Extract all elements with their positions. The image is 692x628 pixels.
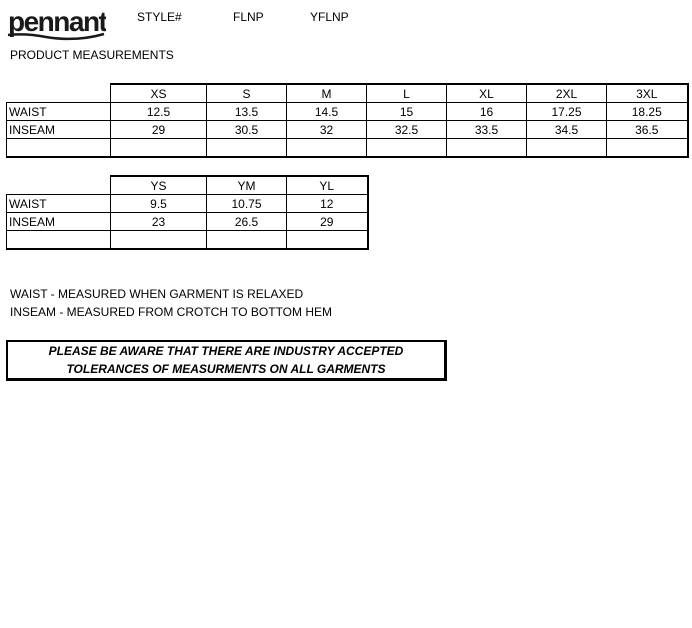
empty-cell <box>111 231 207 250</box>
row-label: INSEAM <box>7 213 111 231</box>
table-cell: 29 <box>287 213 368 231</box>
adult-measurement-table <box>6 83 689 158</box>
table-cell: 26.5 <box>207 213 287 231</box>
table-cell: 29 <box>111 121 207 139</box>
table-cell: 13.5 <box>207 103 287 121</box>
row-label: INSEAM <box>7 121 111 139</box>
style-number-1: FLNP <box>233 10 264 24</box>
table-cell: 32.5 <box>367 121 447 139</box>
empty-cell <box>207 231 287 250</box>
table-cell: 34.5 <box>527 121 607 139</box>
style-number-2: YFLNP <box>310 10 349 24</box>
table-cell: 16 <box>447 103 527 121</box>
inseam-note: INSEAM - MEASURED FROM CROTCH TO BOTTOM HEM <box>10 305 333 319</box>
warning-line-1: PLEASE BE AWARE THAT THERE ARE INDUSTRY ACCEPTED <box>48 344 404 358</box>
section-title: PRODUCT MEASUREMENTS <box>10 48 174 62</box>
empty-cell <box>287 139 367 158</box>
row-label: WAIST <box>7 195 111 213</box>
table-cell: 23 <box>111 213 207 231</box>
row-label: WAIST <box>7 103 111 121</box>
style-label: STYLE# <box>137 10 182 24</box>
youth-size-header-row <box>7 176 368 195</box>
adult-size-header-row <box>7 84 688 103</box>
empty-cell <box>447 139 527 158</box>
table-cell: 18.25 <box>607 103 688 121</box>
table-cell: 14.5 <box>287 103 367 121</box>
empty-cell <box>111 139 207 158</box>
size-header: 2XL <box>527 84 607 103</box>
table-cell: 12 <box>287 195 368 213</box>
table-row <box>7 213 368 231</box>
table-cell: 9.5 <box>111 195 207 213</box>
empty-cell <box>527 139 607 158</box>
corner-cell <box>7 84 111 103</box>
youth-measurement-table <box>6 175 369 250</box>
table-row <box>7 195 368 213</box>
table-cell: 17.25 <box>527 103 607 121</box>
tolerance-warning-box <box>6 340 447 381</box>
warning-line-2: TOLERANCES OF MEASURMENTS ON ALL GARMENTS <box>66 362 386 376</box>
pennant-logo <box>6 4 106 42</box>
waist-note: WAIST - MEASURED WHEN GARMENT IS RELAXED <box>10 287 304 301</box>
size-header: 3XL <box>607 84 688 103</box>
logo-wordmark: pennant <box>8 6 106 37</box>
corner-cell <box>7 176 111 195</box>
empty-cell <box>207 139 287 158</box>
size-header: YL <box>287 176 368 195</box>
empty-cell <box>7 139 111 158</box>
size-header: L <box>367 84 447 103</box>
empty-cell <box>607 139 688 158</box>
size-header: YS <box>111 176 207 195</box>
table-cell: 33.5 <box>447 121 527 139</box>
table-cell: 15 <box>367 103 447 121</box>
table-row <box>7 103 688 121</box>
size-header: YM <box>207 176 287 195</box>
empty-cell <box>287 231 368 250</box>
table-row <box>7 121 688 139</box>
size-header: XL <box>447 84 527 103</box>
table-cell: 32 <box>287 121 367 139</box>
empty-row <box>7 231 368 250</box>
table-cell: 36.5 <box>607 121 688 139</box>
table-cell: 30.5 <box>207 121 287 139</box>
empty-cell <box>367 139 447 158</box>
empty-row <box>7 139 688 158</box>
empty-cell <box>7 231 111 250</box>
size-header: XS <box>111 84 207 103</box>
table-cell: 12.5 <box>111 103 207 121</box>
size-header: S <box>207 84 287 103</box>
size-header: M <box>287 84 367 103</box>
table-cell: 10.75 <box>207 195 287 213</box>
